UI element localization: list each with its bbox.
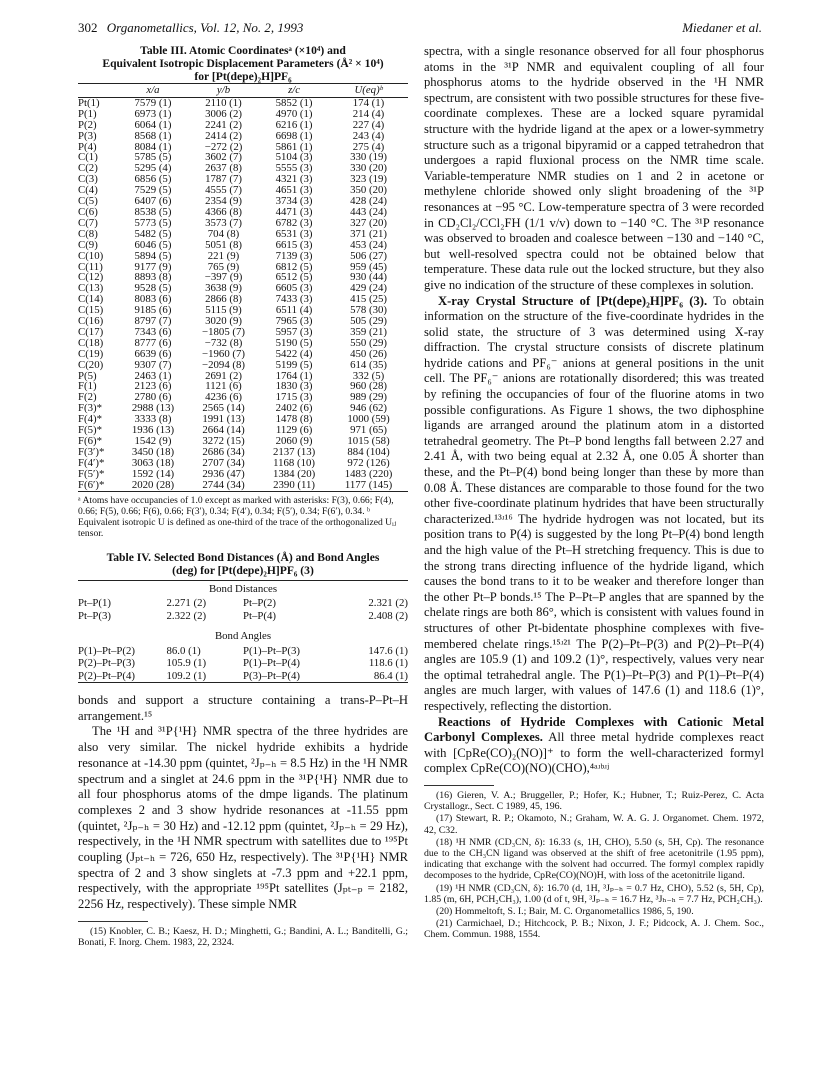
coordinate-cell: 765 (9) bbox=[207, 260, 240, 273]
coordinate-cell: 7579 (1) bbox=[134, 96, 172, 109]
coordinate-cell: 330 (19) bbox=[350, 151, 387, 164]
atom-label: F(4)* bbox=[78, 413, 102, 426]
atom-label: C(18) bbox=[78, 336, 104, 349]
table3-header-row bbox=[78, 84, 408, 98]
bond-label: P(2)–Pt–P(3) bbox=[78, 657, 135, 670]
coordinate-cell: 3638 (9) bbox=[205, 282, 242, 295]
reference-item: (19) ¹H NMR (CD₃CN, δ): 16.70 (d, 1H, ³Jₚ₋ₕ = 0.7 Hz, CHO), 5.52 (s, 5H, Cp), 1.85 (m, 6H, PCH₂CH₃), 1.00 (d of t, 9H, ³Jₚ₋ₕ = 16.7 Hz, ³Jₕ₋ₕ = 7.7 Hz, PCH₂CH₃). bbox=[424, 882, 764, 905]
coordinate-cell: −732 (8) bbox=[204, 336, 243, 349]
coordinate-cell: 930 (44) bbox=[350, 271, 387, 284]
coordinate-cell: 9177 (9) bbox=[134, 260, 172, 273]
bond-distances-heading: Bond Distances bbox=[208, 582, 278, 595]
coordinate-cell: 1168 (10) bbox=[273, 456, 316, 469]
bond-label: P(3)–Pt–P(4) bbox=[243, 669, 300, 682]
coordinate-cell: 971 (65) bbox=[350, 424, 387, 437]
coordinate-cell: 3734 (3) bbox=[275, 195, 313, 208]
coordinate-cell: 415 (25) bbox=[350, 293, 387, 306]
reference-item: (18) ¹H NMR (CD₃CN, δ): 16.33 (s, 1H, CHO), 5.50 (s, 5H, Cp). The resonance due to the CH₃CN ligand was observed at the shift of free acetonitrile (1.95 ppm), indicating that exchange with the solvent had occurred. The formyl complex rapidly decomposes to the hydride, CpRe(CO)(NO)H, with loss of the acetonitrile ligand. bbox=[424, 836, 764, 882]
section-heading-reactions: Reactions of Hydride Complexes with Cationic Metal Carbonyl Complexes. bbox=[424, 714, 764, 745]
coordinate-cell: 1015 (58) bbox=[347, 435, 390, 447]
coordinate-cell: 4321 (3) bbox=[275, 173, 313, 186]
coordinate-cell: 1384 (20) bbox=[272, 467, 316, 480]
coordinate-cell: 1478 (8) bbox=[275, 413, 313, 426]
page-number: 302 bbox=[78, 20, 98, 35]
coordinate-cell: 506 (27) bbox=[350, 249, 387, 262]
coordinate-cell: 7343 (6) bbox=[134, 325, 172, 338]
coordinate-cell: 6531 (3) bbox=[275, 227, 313, 240]
atom-label: C(5) bbox=[78, 195, 98, 208]
coordinate-cell: 2565 (14) bbox=[202, 402, 245, 415]
coordinate-cell: 443 (24) bbox=[350, 205, 387, 218]
coordinate-cell: 453 (24) bbox=[350, 238, 387, 251]
bond-label: Pt–P(4) bbox=[243, 609, 276, 622]
table4-subheading-row bbox=[78, 580, 408, 597]
section-heading-xray: X-ray Crystal Structure of [Pt(depe)₂H]PF₆ (3). bbox=[438, 293, 708, 308]
coordinate-cell: 9528 (5) bbox=[134, 282, 172, 295]
atom-label: P(3) bbox=[78, 129, 97, 142]
coordinate-cell: 4471 (3) bbox=[275, 205, 313, 218]
atom-label: C(11) bbox=[78, 260, 103, 273]
table4-body bbox=[78, 580, 408, 683]
table3-caption-line: Table III. Atomic Coordinatesᵃ (×10⁴) and bbox=[140, 44, 346, 57]
coordinate-cell: 1592 (14) bbox=[131, 467, 175, 480]
coordinate-cell: 3450 (18) bbox=[131, 445, 175, 458]
atom-label: C(3) bbox=[78, 173, 98, 186]
coordinate-cell: 550 (29) bbox=[350, 336, 387, 349]
left-column bbox=[78, 44, 408, 949]
bond-label: P(1)–Pt–P(2) bbox=[78, 644, 135, 657]
coordinate-cell: 6856 (5) bbox=[134, 173, 172, 186]
coordinate-cell: 6512 (5) bbox=[275, 271, 313, 284]
coordinate-cell: 1764 (1) bbox=[275, 369, 313, 382]
table3-col-header bbox=[78, 84, 118, 98]
reference-item: (21) Carmichael, D.; Hitchcock, P. B.; Nixon, J. F.; Pidcock, A. J. Chem. Soc., Chem. Commun. 1988, 1554. bbox=[424, 918, 764, 941]
reference-item: (16) Gieren, V. A.; Bruggeller, P.; Hofer, K.; Hubner, T.; Ruiz-Perez, C. Acta Crystallogr., Sect. C 1989, 45, 196. bbox=[424, 789, 764, 813]
coordinate-cell: 5852 (1) bbox=[275, 96, 313, 109]
coordinate-cell: 330 (20) bbox=[350, 162, 387, 175]
table4-caption-line: (deg) for [Pt(depe)₂H]PF₆ (3) bbox=[172, 563, 314, 577]
page-header bbox=[78, 20, 762, 40]
table3-atomic-coordinates bbox=[78, 83, 408, 492]
table-row bbox=[78, 597, 408, 610]
coordinate-cell: 1483 (220) bbox=[344, 467, 393, 480]
coordinate-cell: 7433 (3) bbox=[275, 293, 313, 306]
atom-label: C(2) bbox=[78, 162, 98, 175]
bond-value: 86.4 (1) bbox=[373, 669, 408, 682]
body-paragraph-text: All three metal hydride complexes react with [CpRe(CO)₂(NO)]⁺ to form the well-characterized formyl complex CpRe(CO)(NO)(CHO),⁴ᵃʴᵇʴʲ bbox=[424, 730, 764, 776]
table-row bbox=[78, 360, 408, 371]
coordinate-cell: 1000 (59) bbox=[347, 413, 390, 426]
coordinate-cell: 5785 (5) bbox=[134, 151, 172, 164]
coordinate-cell: 704 (8) bbox=[207, 227, 240, 240]
bond-value: 2.322 (2) bbox=[166, 609, 207, 622]
body-paragraph: The ¹H and ³¹P{¹H} NMR spectra of the three hydrides are also very similar. The nickel hydride exhibits a hydride resonance at -14.30 ppm (quintet, ²Jₚ₋ₕ = 8.5 Hz) in the ¹H NMR spectrum and a singlet at 24.6 ppm in the ³¹P{¹H} NMR due to all four phosphorus atoms of the dmpe ligands. The platinum complexes 2 and 3 show hydride resonances at -11.55 ppm (quintet, ²Jₚ₋ₕ = 30 Hz) and -12.12 ppm (quintet, ²Jₚ₋ₕ = 29 Hz), respectively, in the ¹H NMR spectrum with satellites due to ¹⁹⁵Pt coupling (Jₚₜ₋ₕ = 726, 650 Hz, respectively). The ³¹P{¹H} NMR spectra of 2 and 3 show singlets at -7.3 ppm and +22.1 ppm, respectively, with the appropriate ¹⁹⁵Pt satellites (Jₚₜ₋ₚ = 2182, 2256 Hz, respectively). These simple NMR bbox=[78, 724, 408, 912]
coordinate-cell: −2094 (8) bbox=[202, 358, 246, 371]
atom-label: F(2) bbox=[78, 391, 97, 404]
coordinate-cell: 5051 (8) bbox=[205, 238, 242, 251]
coordinate-cell: 2414 (2) bbox=[205, 129, 242, 142]
coordinate-cell: 5482 (5) bbox=[134, 227, 172, 240]
coordinate-cell: 428 (24) bbox=[350, 195, 387, 208]
coordinate-cell: 7965 (3) bbox=[275, 315, 313, 328]
table4-bond-geometry bbox=[78, 580, 408, 684]
table-row bbox=[78, 670, 408, 683]
table3-col-header: z/c bbox=[259, 84, 329, 98]
atom-label: P(2) bbox=[78, 118, 97, 131]
atom-label: C(19) bbox=[78, 347, 104, 360]
coordinate-cell: 2354 (9) bbox=[205, 195, 242, 208]
coordinate-cell: 359 (21) bbox=[350, 325, 387, 338]
body-paragraph: spectra, with a single resonance observed for all four phosphorus atoms in the ³¹P NMR and equivalent coupling of all four phosphorus atoms to the hydride observed in the ¹H NMR spectrum, are consistent with two possible structures for these five-coordinate complexes. These are a locked square pyramidal structure with the hydride ligand at the apex or a lower-symmetry structure such as a trigonal bipyramid or a capped tetrahedron that undergoes a rapid fluxional process on the NMR time scale. Variable-temperature NMR studies on 1 and 2 in acetone or methylene chloride showed only slight broadening of the ³¹P resonances at −95 °C. Low-temperature spectra of 3 were recorded in CD₂Cl₂/CCl₂FH (1/1 v/v) down to −140 °C. The ³¹P resonance was observed to broaden and coalesce between −130 and −140 °C, but well-resolved spectra could not be obtained below that temperature. These data rule out the locked structure, but they also give no indication of the structure of these complexes in solution. bbox=[424, 44, 764, 292]
coordinate-cell: 5115 (9) bbox=[205, 304, 242, 317]
footnote-rule bbox=[424, 785, 494, 786]
coordinate-cell: 8538 (5) bbox=[134, 205, 172, 218]
table3-col-header: x/a bbox=[118, 84, 188, 98]
coordinate-cell: 1177 (145) bbox=[344, 478, 393, 491]
bond-value: 109.2 (1) bbox=[166, 669, 207, 682]
coordinate-cell: 2744 (34) bbox=[202, 478, 245, 491]
coordinate-cell: 5861 (1) bbox=[275, 140, 313, 153]
table3-col-header: U(eq)ᵇ bbox=[329, 84, 408, 98]
coordinate-cell: 972 (126) bbox=[347, 456, 390, 469]
coordinate-cell: 884 (104) bbox=[347, 445, 390, 458]
coordinate-cell: 946 (62) bbox=[350, 402, 387, 415]
atom-label: C(13) bbox=[78, 282, 104, 295]
bond-value: 2.408 (2) bbox=[368, 609, 408, 622]
table3-caption-line: Equivalent Isotropic Displacement Parameters (Å² × 10⁴) bbox=[102, 57, 384, 70]
coordinate-cell: 4970 (1) bbox=[275, 107, 313, 120]
coordinate-cell: 5190 (5) bbox=[275, 336, 313, 349]
bond-label: P(2)–Pt–P(4) bbox=[78, 669, 135, 682]
coordinate-cell: −272 (2) bbox=[204, 140, 243, 153]
coordinate-cell: 6511 (4) bbox=[275, 304, 313, 317]
body-paragraph: bonds and support a structure containing a trans-P–Pt–H arrangement.¹⁵ bbox=[78, 693, 408, 723]
table-row bbox=[78, 120, 408, 131]
coordinate-cell: 8777 (6) bbox=[134, 336, 172, 349]
atom-label: C(9) bbox=[78, 238, 98, 251]
coordinate-cell: 4366 (8) bbox=[205, 205, 242, 218]
coordinate-cell: 2780 (6) bbox=[134, 391, 172, 404]
coordinate-cell: −397 (9) bbox=[204, 271, 243, 284]
coordinate-cell: 614 (35) bbox=[350, 358, 387, 371]
table3-caption bbox=[78, 44, 408, 83]
atom-label: C(16) bbox=[78, 315, 104, 328]
coordinate-cell: 7139 (3) bbox=[275, 249, 313, 262]
table-row bbox=[78, 251, 408, 262]
atom-label: F(1) bbox=[78, 380, 97, 393]
table3-caption-line: for [Pt(depe)₂H]PF₆ bbox=[194, 70, 292, 83]
coordinate-cell: 3272 (15) bbox=[202, 435, 245, 447]
coordinate-cell: 960 (28) bbox=[350, 380, 387, 393]
coordinate-cell: 2020 (28) bbox=[131, 478, 175, 491]
atom-label: C(7) bbox=[78, 216, 98, 229]
coordinate-cell: 989 (29) bbox=[350, 391, 387, 404]
atom-label: C(15) bbox=[78, 304, 104, 317]
coordinate-cell: 2241 (2) bbox=[205, 118, 242, 131]
bond-angles-heading: Bond Angles bbox=[214, 630, 272, 643]
running-authors: Miedaner et al. bbox=[682, 20, 762, 35]
coordinate-cell: 323 (19) bbox=[350, 173, 387, 186]
section-paragraph bbox=[424, 715, 764, 777]
coordinate-cell: 350 (20) bbox=[350, 184, 387, 197]
atom-label: F(6′)* bbox=[78, 478, 105, 491]
table4-caption bbox=[78, 551, 408, 577]
bond-value: 147.6 (1) bbox=[368, 644, 408, 657]
table3-col-header: y/b bbox=[188, 84, 259, 98]
coordinate-cell: 8084 (1) bbox=[134, 140, 172, 153]
coordinate-cell: 6046 (5) bbox=[134, 238, 172, 251]
coordinate-cell: −1805 (7) bbox=[202, 325, 246, 338]
bond-value: 86.0 (1) bbox=[166, 644, 201, 657]
coordinate-cell: 429 (24) bbox=[350, 282, 387, 295]
atom-label: C(20) bbox=[78, 358, 104, 371]
coordinate-cell: 5957 (3) bbox=[275, 325, 313, 338]
left-references bbox=[78, 926, 408, 948]
coordinate-cell: 2137 (13) bbox=[272, 445, 316, 458]
coordinate-cell: 3006 (2) bbox=[205, 107, 242, 120]
coordinate-cell: 2664 (14) bbox=[202, 424, 245, 437]
coordinate-cell: 2060 (9) bbox=[275, 435, 313, 447]
coordinate-cell: 1129 (6) bbox=[275, 424, 313, 437]
atom-label: F(6)* bbox=[78, 435, 102, 447]
table3-body bbox=[78, 97, 408, 491]
table4-caption-line: Table IV. Selected Bond Distances (Å) and Bond Angles bbox=[106, 550, 380, 564]
coordinate-cell: 6407 (6) bbox=[134, 195, 172, 208]
coordinate-cell: 227 (4) bbox=[352, 118, 385, 131]
coordinate-cell: 2988 (13) bbox=[131, 402, 175, 415]
coordinate-cell: 1830 (3) bbox=[275, 380, 313, 393]
body-paragraph-text: To obtain information on the structure of the five-coordinate hydrides in the solid state, the structure of 3 was determined using X-ray diffraction. The crystal structure consists of discrete platinum hydride cations and PF₆⁻ anions at general positions in the unit cell. The PF₆⁻ anions are rotationally disordered; this was treated by refining the occupancies of four of the fluorine atoms in two possible configurations. As Figure 1 shows, the two diphosphine ligands are arranged around the platinum atom in a distorted tetrahedral geometry. The Pt–P bond lengths fall between 2.27 and 2.41 Å, with two being equal at 2.32 Å, one 0.05 Å shorter than these, and the Pt–P(4) bond being longer than these by more than 0.08 Å. These distances are comparable to those found for the two other five-coordinate platinum hydrides that have been structurally characterized.¹³ʴ¹⁶ The hydride hydrogen was not located, but its position trans to P(4) is suggested by the long Pt–P(4) bond length and the high value of the Pt–H stretching frequency. This is due to the strong trans directing influence of the hydride ligand, which causes the bond trans to it to be weaker and therefore longer than the other Pt–P bonds.¹⁵ The P–Pt–P angles that are spanned by the chelate rings are both 86°, which is consistent with values found in structures of other Pt-bidentate phosphine complexes with five-membered chelate rings.¹⁵ʴ²¹ The P(2)–Pt–P(3) and P(2)–Pt–P(4) angles are 105.9 (1) and 109.2 (1)°, respectively, values very near the optimal tetrahedral angle. The P(1)–Pt–P(3) and P(1)–Pt–P(4) angles are much larger, with values of 147.6 (1) and 118.6 (1)°, respectively, reflecting the distortion. bbox=[424, 293, 764, 713]
atom-label: F(5′)* bbox=[78, 467, 105, 480]
coordinate-cell: 5555 (3) bbox=[275, 162, 313, 175]
coordinate-cell: 1936 (13) bbox=[131, 424, 175, 437]
bond-label: Pt–P(3) bbox=[78, 609, 111, 622]
atom-label: P(5) bbox=[78, 369, 97, 382]
right-references bbox=[424, 790, 764, 941]
coordinate-cell: 1715 (3) bbox=[275, 391, 313, 404]
table-row bbox=[78, 645, 408, 658]
table-row bbox=[78, 657, 408, 670]
coordinate-cell: 1542 (9) bbox=[134, 435, 172, 447]
coordinate-cell: 2463 (1) bbox=[134, 369, 172, 382]
atom-label: C(4) bbox=[78, 184, 98, 197]
bond-label: Pt–P(2) bbox=[243, 597, 276, 610]
coordinate-cell: 1991 (13) bbox=[202, 413, 245, 426]
table4-subheading-row bbox=[78, 628, 408, 645]
footnote-rule bbox=[78, 921, 148, 922]
section-paragraph bbox=[424, 294, 764, 715]
coordinate-cell: 2402 (6) bbox=[275, 402, 313, 415]
coordinate-cell: 5894 (5) bbox=[134, 249, 172, 262]
coordinate-cell: 2110 (1) bbox=[205, 96, 242, 109]
coordinate-cell: −1960 (7) bbox=[202, 347, 246, 360]
bond-value: 118.6 (1) bbox=[368, 657, 408, 670]
coordinate-cell: 327 (20) bbox=[350, 216, 387, 229]
coordinate-cell: 7529 (5) bbox=[134, 184, 172, 197]
coordinate-cell: 1787 (7) bbox=[205, 173, 242, 186]
coordinate-cell: 5422 (4) bbox=[275, 347, 313, 360]
table-row bbox=[78, 469, 408, 480]
coordinate-cell: 214 (4) bbox=[352, 107, 385, 120]
coordinate-cell: 3063 (18) bbox=[131, 456, 175, 469]
coordinate-cell: 1121 (6) bbox=[205, 380, 242, 393]
bond-label: Pt–P(1) bbox=[78, 597, 111, 610]
coordinate-cell: 2686 (34) bbox=[202, 445, 245, 458]
coordinate-cell: 578 (30) bbox=[350, 304, 387, 317]
bond-value: 2.321 (2) bbox=[368, 597, 408, 610]
atom-label: F(5)* bbox=[78, 424, 102, 437]
atom-label: C(8) bbox=[78, 227, 98, 240]
reference-item: (20) Hommeltoft, S. I.; Bair, M. C. Organometallics 1986, 5, 190. bbox=[436, 905, 694, 917]
atom-label: F(3′)* bbox=[78, 445, 105, 458]
atom-label: P(4) bbox=[78, 140, 97, 153]
table-row bbox=[78, 610, 408, 623]
coordinate-cell: 5295 (4) bbox=[134, 162, 172, 175]
coordinate-cell: 6605 (3) bbox=[275, 282, 313, 295]
table-row bbox=[78, 240, 408, 251]
coordinate-cell: 2123 (6) bbox=[134, 380, 172, 393]
coordinate-cell: 3020 (9) bbox=[205, 315, 242, 328]
bond-label: P(1)–Pt–P(3) bbox=[243, 644, 300, 657]
right-column bbox=[424, 44, 764, 942]
bond-value: 2.271 (2) bbox=[166, 597, 207, 610]
coordinate-cell: 4651 (3) bbox=[275, 184, 313, 197]
coordinate-cell: 221 (9) bbox=[207, 249, 240, 262]
reference-item: (15) Knobler, C. B.; Kaesz, H. D.; Minghetti, G.; Bandini, A. L.; Banditelli, G.; Bonati, F. Inorg. Chem. 1983, 22, 2324. bbox=[78, 925, 408, 949]
right-body-text bbox=[424, 44, 764, 777]
table3-footnote: ᵃ Atoms have occupancies of 1.0 except as marked with asterisks: F(3), 0.66; F(4), 0.66; F(5), 0.66; F(6), 0.66; F(3′), 0.34; F(4′), 0.34; F(5′), 0.34; F(6′), 0.34. ᵇ Equivalent isotropic U is defined as one-third of the trace of the orthogonalized Uᵢⱼ tensor. bbox=[78, 494, 397, 539]
coordinate-cell: 3573 (7) bbox=[205, 216, 242, 229]
coordinate-cell: 2866 (8) bbox=[205, 293, 242, 306]
coordinate-cell: 505 (29) bbox=[350, 315, 387, 328]
coordinate-cell: 6615 (3) bbox=[275, 238, 313, 251]
coordinate-cell: 5773 (5) bbox=[134, 216, 172, 229]
coordinate-cell: 2707 (34) bbox=[202, 456, 245, 469]
atom-label: Pt(1) bbox=[78, 96, 100, 109]
coordinate-cell: 2390 (11) bbox=[273, 478, 316, 491]
coordinate-cell: 9185 (6) bbox=[134, 304, 172, 317]
coordinate-cell: 8568 (1) bbox=[134, 129, 172, 142]
coordinate-cell: 6812 (5) bbox=[275, 260, 313, 273]
atom-label: C(12) bbox=[78, 271, 104, 284]
coordinate-cell: 6064 (1) bbox=[134, 118, 172, 131]
atom-label: F(4′)* bbox=[78, 456, 105, 469]
coordinate-cell: 5104 (3) bbox=[275, 151, 313, 164]
coordinate-cell: 3602 (7) bbox=[205, 151, 242, 164]
left-body-text bbox=[78, 693, 408, 913]
atom-label: C(17) bbox=[78, 325, 104, 338]
atom-label: C(1) bbox=[78, 151, 98, 164]
coordinate-cell: 2691 (2) bbox=[205, 369, 242, 382]
coordinate-cell: 9307 (7) bbox=[134, 358, 172, 371]
table-row bbox=[78, 131, 408, 142]
coordinate-cell: 959 (45) bbox=[350, 260, 387, 273]
coordinate-cell: 371 (21) bbox=[350, 227, 387, 240]
coordinate-cell: 8083 (6) bbox=[134, 293, 172, 306]
coordinate-cell: 2936 (47) bbox=[202, 467, 245, 480]
coordinate-cell: 174 (1) bbox=[352, 96, 385, 109]
coordinate-cell: 332 (5) bbox=[352, 369, 385, 382]
atom-label: C(6) bbox=[78, 205, 98, 218]
coordinate-cell: 2637 (8) bbox=[205, 162, 242, 175]
coordinate-cell: 8893 (8) bbox=[134, 271, 172, 284]
atom-label: P(1) bbox=[78, 107, 97, 120]
coordinate-cell: 6973 (1) bbox=[134, 107, 172, 120]
coordinate-cell: 6782 (3) bbox=[275, 216, 313, 229]
atom-label: F(3)* bbox=[78, 402, 102, 415]
coordinate-cell: 6639 (6) bbox=[134, 347, 172, 360]
coordinate-cell: 243 (4) bbox=[352, 129, 385, 142]
coordinate-cell: 450 (26) bbox=[350, 347, 387, 360]
table-row bbox=[78, 480, 408, 491]
coordinate-cell: 4555 (7) bbox=[205, 184, 242, 197]
bond-value: 105.9 (1) bbox=[166, 657, 207, 670]
coordinate-cell: 6216 (1) bbox=[275, 118, 313, 131]
coordinate-cell: 4236 (6) bbox=[205, 391, 242, 404]
bond-label: P(1)–Pt–P(4) bbox=[243, 657, 300, 670]
coordinate-cell: 275 (4) bbox=[352, 140, 385, 153]
coordinate-cell: 5199 (5) bbox=[275, 358, 313, 371]
reference-item: (17) Stewart, R. P.; Okamoto, N.; Graham, W. A. G. J. Organomet. Chem. 1972, 42, C32. bbox=[424, 813, 764, 836]
coordinate-cell: 6698 (1) bbox=[275, 129, 313, 142]
coordinate-cell: 3333 (8) bbox=[134, 413, 172, 426]
journal-citation: Organometallics, Vol. 12, No. 2, 1993 bbox=[106, 20, 304, 35]
atom-label: C(14) bbox=[78, 293, 104, 306]
atom-label: C(10) bbox=[78, 249, 104, 262]
coordinate-cell: 8797 (7) bbox=[134, 315, 172, 328]
